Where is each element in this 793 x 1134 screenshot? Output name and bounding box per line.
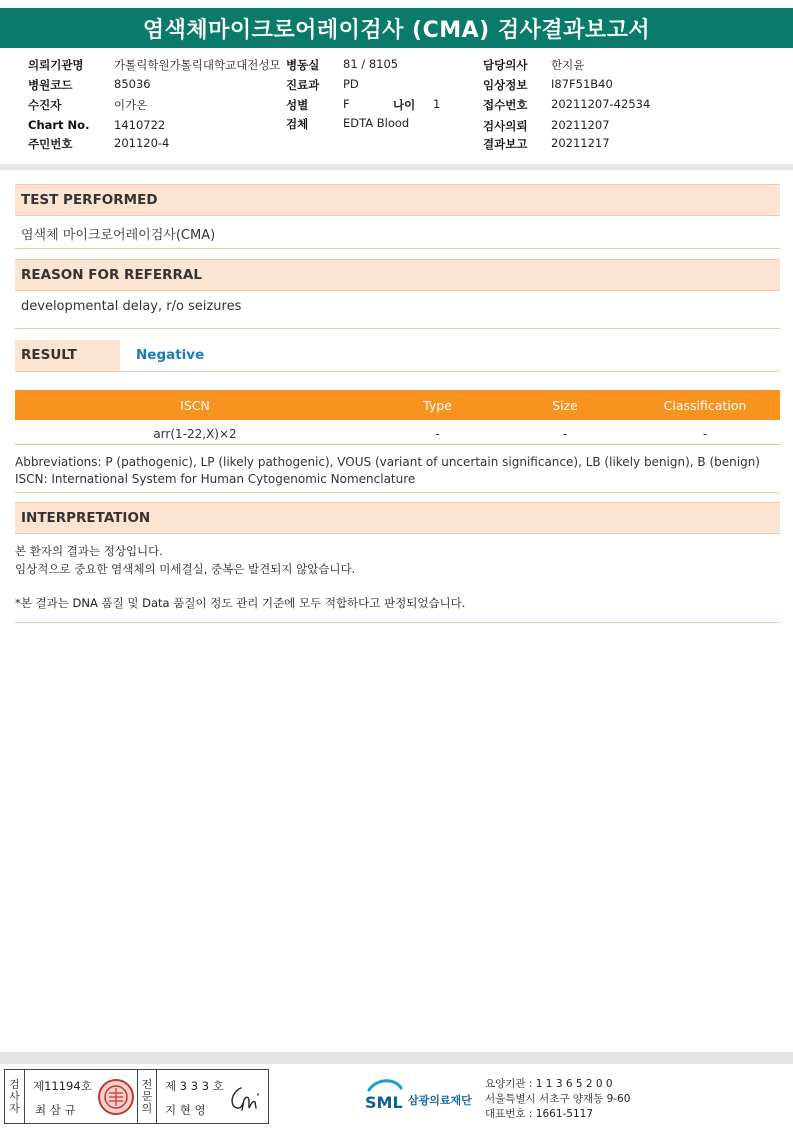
report-title: 염색체마이크로어레이검사 (CMA) 검사결과보고서 — [0, 8, 793, 48]
specialist-license-no: 제 3 3 3 호 — [165, 1079, 224, 1093]
quality-note: *본 결과는 DNA 품질 및 Data 품질이 정도 관리 기준에 모두 적합하다고 판정되었습니다. — [15, 596, 466, 610]
resident-no-value: 201120-4 — [114, 136, 170, 150]
receipt-no-label: 접수번호 — [483, 98, 528, 112]
resident-no-label: 주민번호 — [28, 137, 73, 151]
specimen-label: 검체 — [286, 117, 309, 131]
sex-label: 성별 — [286, 98, 309, 112]
clinical-label: 임상정보 — [483, 78, 528, 92]
request-date-value: 20211207 — [551, 118, 610, 132]
organization-name: 삼광의료재단 — [408, 1094, 472, 1107]
section-divider — [15, 248, 780, 249]
specialist-label: 전 문 의 — [137, 1070, 157, 1123]
section-divider — [15, 492, 780, 493]
section-divider — [15, 622, 780, 623]
column-header-type: Type — [423, 397, 452, 413]
examiner-label: 검 사 자 — [5, 1070, 25, 1123]
sml-logo-icon — [363, 1076, 405, 1116]
column-header-classification: Classification — [663, 397, 747, 413]
ward-value: 81 / 8105 — [343, 57, 399, 71]
result-value: Negative — [136, 347, 205, 363]
result-label: RESULT — [21, 347, 77, 363]
age-value: 1 — [433, 97, 441, 111]
cell-classification: - — [702, 426, 708, 441]
reason-heading: REASON FOR REFERRAL — [15, 259, 780, 291]
clinical-value: I87F51B40 — [551, 77, 613, 91]
interpretation-line: 본 환자의 결과는 정상입니다. — [15, 544, 163, 558]
examiner-name: 최 삼 규 — [35, 1103, 76, 1117]
reason-text: developmental delay, r/o seizures — [21, 299, 242, 314]
iscn-table-header — [15, 390, 780, 420]
cell-type: - — [435, 426, 440, 441]
department-label: 진료과 — [286, 78, 320, 92]
doctor-label: 담당의사 — [483, 58, 528, 72]
organization-address: 서울특별시 서초구 양재동 9-60 — [485, 1093, 631, 1105]
examinee-label: 수진자 — [28, 98, 62, 112]
column-header-size: Size — [552, 397, 578, 413]
receipt-no-value: 20211207-42534 — [551, 97, 651, 111]
hospital-code-value: 85036 — [114, 77, 151, 91]
department-value: PD — [343, 77, 359, 91]
svg-text:SML: SML — [365, 1093, 403, 1112]
column-header-iscn: ISCN — [180, 397, 210, 413]
section-divider — [15, 328, 780, 329]
chart-no-value: 1410722 — [114, 118, 166, 132]
interpretation-line: 임상적으로 중요한 염색체의 미세결실, 중복은 발견되지 않았습니다. — [15, 562, 356, 576]
red-seal-icon — [97, 1078, 135, 1116]
signature-box — [4, 1069, 269, 1124]
doctor-value: 한지윤 — [551, 58, 585, 72]
age-label: 나이 — [393, 98, 416, 112]
organization-phone: 대표번호 : 1661-5117 — [485, 1108, 594, 1120]
hospital-code-label: 병원코드 — [28, 78, 73, 92]
test-performed-text: 염색체 마이크로어레이검사(CMA) — [21, 228, 216, 243]
ward-label: 병동실 — [286, 58, 320, 72]
report-date-label: 결과보고 — [483, 137, 528, 151]
handwritten-signature-icon — [227, 1082, 263, 1114]
interpretation-heading: INTERPRETATION — [15, 502, 780, 534]
footer-divider — [0, 1052, 793, 1064]
cell-size: - — [562, 426, 568, 441]
organization-info — [485, 1077, 630, 1122]
institution-label: 의뢰기관명 — [28, 58, 84, 72]
abbreviations-line: Abbreviations: P (pathogenic), LP (likely pathogenic), VOUS (variant of uncertain significance), LB (likely benign), B (benign) — [15, 455, 760, 469]
care-institution-no: 요양기관 : 1 1 3 6 5 2 0 0 — [485, 1078, 613, 1090]
table-row — [15, 423, 780, 445]
abbreviations — [15, 454, 785, 488]
iscn-definition: ISCN: International System for Human Cytogenomic Nomenclature — [15, 472, 416, 486]
examiner-license-no: 제11194호 — [33, 1079, 92, 1093]
examinee-value: 이가온 — [114, 98, 148, 112]
chart-no-label: Chart No. — [28, 118, 90, 132]
specialist-name: 지 현 영 — [165, 1103, 206, 1117]
sex-value: F — [343, 97, 350, 111]
patient-info — [0, 56, 793, 162]
test-performed-heading: TEST PERFORMED — [15, 184, 780, 216]
institution-value: 가톨릭학원가톨릭대학교대전성모 — [114, 58, 281, 72]
result-row — [15, 340, 780, 372]
specimen-value: EDTA Blood — [343, 116, 410, 130]
info-divider — [0, 164, 793, 170]
report-date-value: 20211217 — [551, 136, 610, 150]
request-date-label: 검사의뢰 — [483, 119, 528, 133]
cell-iscn: arr(1-22,X)×2 — [153, 426, 237, 441]
